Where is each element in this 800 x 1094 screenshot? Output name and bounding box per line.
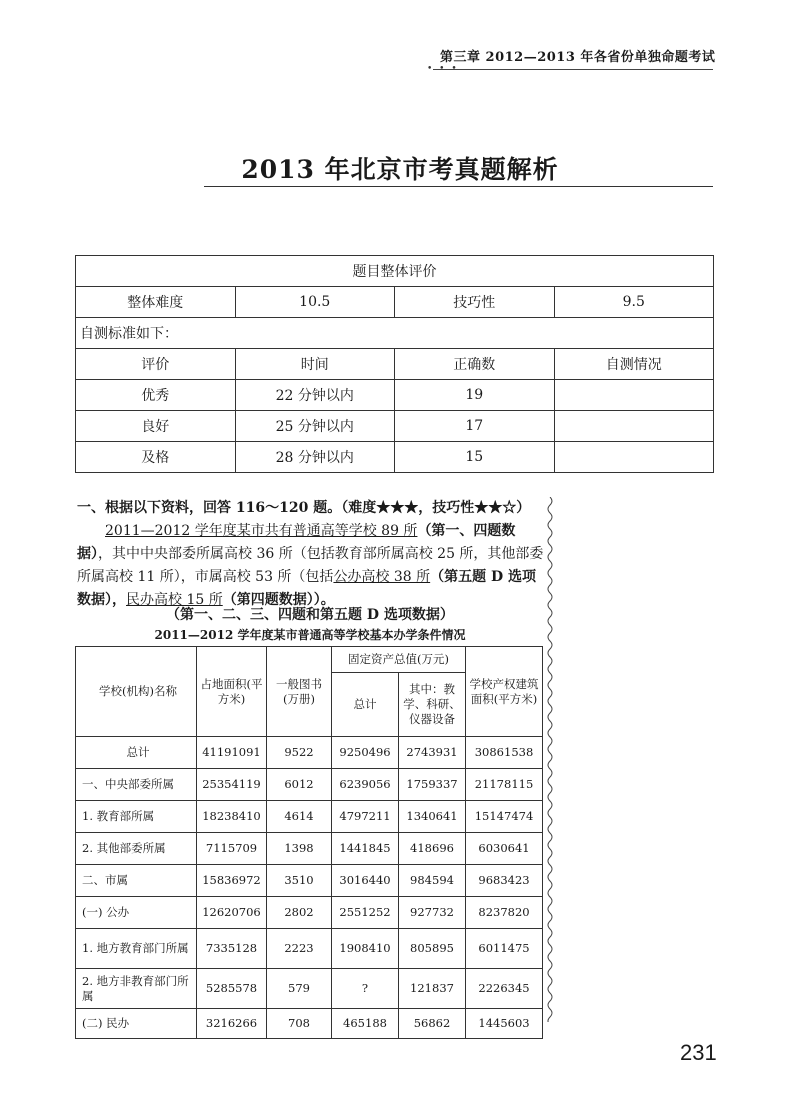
- row-building: 9683423: [466, 865, 543, 897]
- table-row: [76, 769, 543, 801]
- row-area: 7115709: [197, 833, 267, 865]
- row-building: 15147474: [466, 801, 543, 833]
- row-books: 6012: [267, 769, 332, 801]
- eval-row: [76, 411, 714, 442]
- running-header: 第三章 2012—2013 年各省份单独命题考试: [440, 50, 716, 65]
- row-name: 总计: [76, 737, 197, 769]
- eval-grade: 良好: [76, 411, 236, 442]
- row-area: 41191091: [197, 737, 267, 769]
- header-assets: 固定资产总值(万元): [332, 647, 466, 673]
- row-area: 25354119: [197, 769, 267, 801]
- table-row: [76, 969, 543, 1009]
- school-data-table: [75, 646, 543, 1039]
- row-books: 2223: [267, 929, 332, 969]
- row-area: 18238410: [197, 801, 267, 833]
- eval-time: 22 分钟以内: [235, 380, 395, 411]
- row-name: 二、市属: [76, 865, 197, 897]
- row-area: 12620706: [197, 897, 267, 929]
- row-assets-equipment: 121837: [399, 969, 466, 1009]
- eval-time: 28 分钟以内: [235, 442, 395, 473]
- question-passage: [77, 520, 547, 612]
- passage-note: （第四题数据））。: [222, 592, 335, 608]
- row-books: 708: [267, 1009, 332, 1039]
- eval-row: [76, 380, 714, 411]
- row-name: (一) 公办: [76, 897, 197, 929]
- row-area: 3216266: [197, 1009, 267, 1039]
- row-area: 7335128: [197, 929, 267, 969]
- row-assets-total: 9250496: [332, 737, 399, 769]
- row-assets-equipment: 56862: [399, 1009, 466, 1039]
- skill-value: 9.5: [554, 287, 714, 318]
- table-row: [76, 1009, 543, 1039]
- row-building: 1445603: [466, 1009, 543, 1039]
- title-rule: [204, 186, 713, 187]
- passage-text: ，其中中央部委所属高校 36 所（包括教育部所属高校 25 所，其他部委所属高校 11 所），市属高校 53 所（包括: [77, 546, 544, 585]
- table-caption: （第一、二、三、四题和第五题 D 选项数据）: [166, 607, 454, 623]
- row-books: 4614: [267, 801, 332, 833]
- row-building: 6011475: [466, 929, 543, 969]
- header-assets-equipment: 其中：教学、科研、仪器设备: [399, 673, 466, 737]
- eval-grade: 优秀: [76, 380, 236, 411]
- difficulty-value: 10.5: [235, 287, 395, 318]
- eval-row: [76, 442, 714, 473]
- row-name: 2. 其他部委所属: [76, 833, 197, 865]
- row-assets-total: 1908410: [332, 929, 399, 969]
- row-assets-total: 1441845: [332, 833, 399, 865]
- table-row: [76, 737, 543, 769]
- row-assets-equipment: 1759337: [399, 769, 466, 801]
- eval-col-header: 自测情况: [554, 349, 714, 380]
- row-assets-total: ?: [332, 969, 399, 1009]
- row-assets-equipment: 927732: [399, 897, 466, 929]
- row-area: 5285578: [197, 969, 267, 1009]
- row-building: 8237820: [466, 897, 543, 929]
- row-assets-total: 4797211: [332, 801, 399, 833]
- row-name: 1. 地方教育部门所属: [76, 929, 197, 969]
- header-books: 一般图书(万册): [267, 647, 332, 737]
- passage-underlined: 公办高校 38 所: [333, 569, 431, 585]
- passage-note: （第五题 D 选项数据），: [77, 569, 537, 608]
- table-row: [76, 865, 543, 897]
- passage-underlined: 2011—2012 学年度某市共有普通高等学校 89 所: [105, 523, 418, 539]
- row-assets-equipment: 418696: [399, 833, 466, 865]
- row-books: 9522: [267, 737, 332, 769]
- evaluation-table: [75, 255, 714, 473]
- row-building: 21178115: [466, 769, 543, 801]
- eval-correct: 17: [395, 411, 555, 442]
- row-building: 6030641: [466, 833, 543, 865]
- row-books: 1398: [267, 833, 332, 865]
- row-books: 3510: [267, 865, 332, 897]
- evaluation-heading: 题目整体评价: [76, 256, 714, 287]
- row-assets-total: 465188: [332, 1009, 399, 1039]
- row-assets-equipment: 984594: [399, 865, 466, 897]
- question-block: [77, 497, 547, 612]
- header-area: 占地面积(平方米): [197, 647, 267, 737]
- row-name: 1. 教育部所属: [76, 801, 197, 833]
- row-area: 15836972: [197, 865, 267, 897]
- header-name: 学校(机构)名称: [76, 647, 197, 737]
- eval-self: [554, 380, 714, 411]
- row-assets-equipment: 2743931: [399, 737, 466, 769]
- row-name: 一、中央部委所属: [76, 769, 197, 801]
- header-dots: • • •: [427, 64, 459, 74]
- eval-time: 25 分钟以内: [235, 411, 395, 442]
- difficulty-label: 整体难度: [76, 287, 236, 318]
- eval-col-header: 评价: [76, 349, 236, 380]
- row-building: 30861538: [466, 737, 543, 769]
- page-number: 231: [680, 1040, 717, 1065]
- eval-col-header: 正确数: [395, 349, 555, 380]
- table-row: [76, 833, 543, 865]
- eval-self: [554, 442, 714, 473]
- passage-underlined: 民办高校 15 所: [126, 592, 223, 608]
- table-title: 2011—2012 学年度某市普通高等学校基本办学条件情况: [154, 628, 466, 642]
- question-heading: 一、根据以下资料，回答 116～120 题。（难度★★★，技巧性★★☆）: [77, 500, 531, 516]
- row-name: (二) 民办: [76, 1009, 197, 1039]
- eval-correct: 15: [395, 442, 555, 473]
- row-assets-total: 2551252: [332, 897, 399, 929]
- row-books: 579: [267, 969, 332, 1009]
- wavy-margin-line: [545, 497, 555, 1022]
- skill-label: 技巧性: [395, 287, 555, 318]
- row-assets-total: 6239056: [332, 769, 399, 801]
- passage-note: （第一、四题数据）: [77, 523, 516, 562]
- eval-self: [554, 411, 714, 442]
- page-title: 2013 年北京市考真题解析: [241, 155, 559, 184]
- table-row: [76, 801, 543, 833]
- table-row: [76, 929, 543, 969]
- header-building: 学校产权建筑面积(平方米): [466, 647, 543, 737]
- table-row: [76, 897, 543, 929]
- eval-grade: 及格: [76, 442, 236, 473]
- header-rule: [433, 69, 713, 70]
- header-assets-total: 总计: [332, 673, 399, 737]
- row-building: 2226345: [466, 969, 543, 1009]
- eval-correct: 19: [395, 380, 555, 411]
- row-assets-equipment: 1340641: [399, 801, 466, 833]
- row-assets-total: 3016440: [332, 865, 399, 897]
- row-name: 2. 地方非教育部门所属: [76, 969, 197, 1009]
- row-assets-equipment: 805895: [399, 929, 466, 969]
- row-books: 2802: [267, 897, 332, 929]
- criteria-note: 自测标准如下：: [76, 318, 714, 349]
- eval-col-header: 时间: [235, 349, 395, 380]
